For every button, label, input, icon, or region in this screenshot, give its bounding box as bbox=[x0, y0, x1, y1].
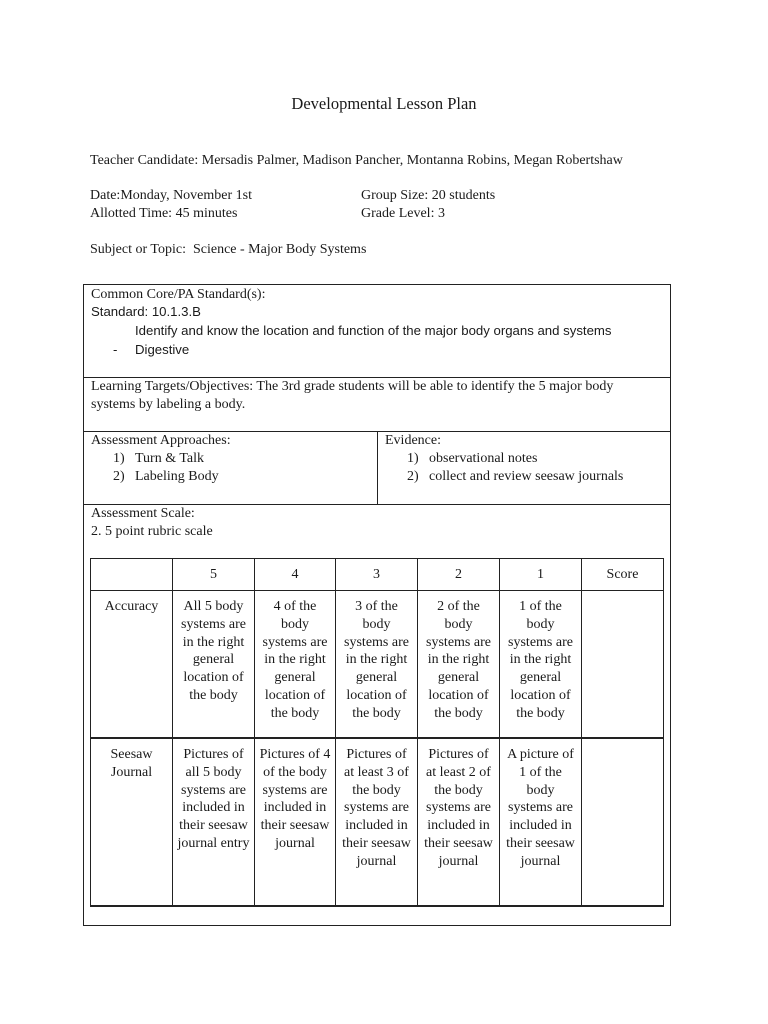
standard-code: Standard: 10.1.3.B bbox=[91, 304, 201, 319]
assessment-heading: Assessment Approaches: bbox=[91, 433, 231, 448]
evidence-heading: Evidence: bbox=[385, 433, 441, 448]
rubric-row-label: Seesaw Journal bbox=[91, 738, 173, 906]
assessment-item bbox=[113, 469, 219, 485]
teacher-candidate-line: Teacher Candidate: Mersadis Palmer, Madison Pancher, Montanna Robins, Megan Robertshaw bbox=[90, 153, 623, 168]
rubric-score-cell bbox=[582, 738, 664, 906]
rubric-header-row bbox=[91, 559, 664, 591]
assessment-item-text: Labeling Body bbox=[135, 469, 219, 484]
rubric-header-cell: 5 bbox=[173, 559, 255, 591]
assessment-evidence-box bbox=[83, 431, 671, 505]
assessment-item-text: Turn & Talk bbox=[135, 451, 205, 466]
rubric-header-cell: 1 bbox=[500, 559, 582, 591]
list-number: 1) bbox=[407, 451, 419, 466]
subject-line: Subject or Topic: Science - Major Body Systems bbox=[90, 242, 367, 257]
objectives-box bbox=[83, 377, 671, 432]
rubric-header-cell: 2 bbox=[418, 559, 500, 591]
date-line: Date:Monday, November 1st bbox=[90, 188, 252, 203]
allotted-time-line: Allotted Time: 45 minutes bbox=[90, 206, 238, 221]
rubric-header-cell: Score bbox=[582, 559, 664, 591]
rubric-table bbox=[90, 558, 664, 907]
grade-level-line: Grade Level: 3 bbox=[361, 206, 445, 221]
rubric-cell: 1 of the body systems are in the right general location of the body bbox=[500, 591, 582, 739]
evidence-item-text: observational notes bbox=[429, 451, 538, 466]
rubric-row-accuracy bbox=[91, 591, 664, 739]
assessment-evidence-divider bbox=[377, 432, 378, 504]
list-number: 1) bbox=[113, 451, 125, 466]
assessment-scale-heading: Assessment Scale: bbox=[91, 506, 195, 521]
rubric-cell: A picture of 1 of the body systems are included in their seesaw journal bbox=[500, 738, 582, 906]
standard-description: Identify and know the location and function of the major body organs and systems bbox=[135, 323, 612, 338]
rubric-row-label: Accuracy bbox=[91, 591, 173, 739]
group-size-line: Group Size: 20 students bbox=[361, 188, 496, 203]
standard-item-digestive: Digestive bbox=[135, 342, 190, 357]
rubric-cell: Pictures of at least 3 of the body systems are included in their seesaw journal bbox=[336, 738, 418, 906]
standards-box bbox=[83, 284, 671, 378]
page-title: Developmental Lesson Plan bbox=[291, 94, 477, 113]
list-number: 2) bbox=[113, 469, 125, 484]
evidence-item bbox=[407, 451, 537, 467]
rubric-cell: All 5 body systems are in the right general location of the body bbox=[173, 591, 255, 739]
rubric-cell: 3 of the body systems are in the right general location of the body bbox=[336, 591, 418, 739]
assessment-item bbox=[113, 451, 204, 467]
rubric-cell: 4 of the body systems are in the right general location of the body bbox=[255, 591, 336, 739]
list-number: 2) bbox=[407, 469, 419, 484]
rubric-cell: Pictures of all 5 body systems are included in their seesaw journal entry bbox=[173, 738, 255, 906]
rubric-cell: Pictures of at least 2 of the body systems are included in their seesaw journal bbox=[418, 738, 500, 906]
rubric-score-cell bbox=[582, 591, 664, 739]
rubric-row-seesaw-journal bbox=[91, 738, 664, 906]
standards-heading: Common Core/PA Standard(s): bbox=[91, 287, 266, 302]
rubric-header-cell: 3 bbox=[336, 559, 418, 591]
evidence-item-text: collect and review seesaw journals bbox=[429, 469, 624, 484]
objectives-line-2: systems by labeling a body. bbox=[91, 397, 246, 412]
rubric-cell: Pictures of 4 of the body systems are included in their seesaw journal bbox=[255, 738, 336, 906]
rubric-header-cell bbox=[91, 559, 173, 591]
objectives-line-1: Learning Targets/Objectives: The 3rd grade students will be able to identify the 5 major body bbox=[91, 379, 614, 394]
standard-item-dash: - bbox=[113, 342, 118, 357]
evidence-item bbox=[407, 469, 623, 485]
assessment-scale-value: 2. 5 point rubric scale bbox=[91, 524, 213, 539]
rubric-header-cell: 4 bbox=[255, 559, 336, 591]
rubric-cell: 2 of the body systems are in the right general location of the body bbox=[418, 591, 500, 739]
